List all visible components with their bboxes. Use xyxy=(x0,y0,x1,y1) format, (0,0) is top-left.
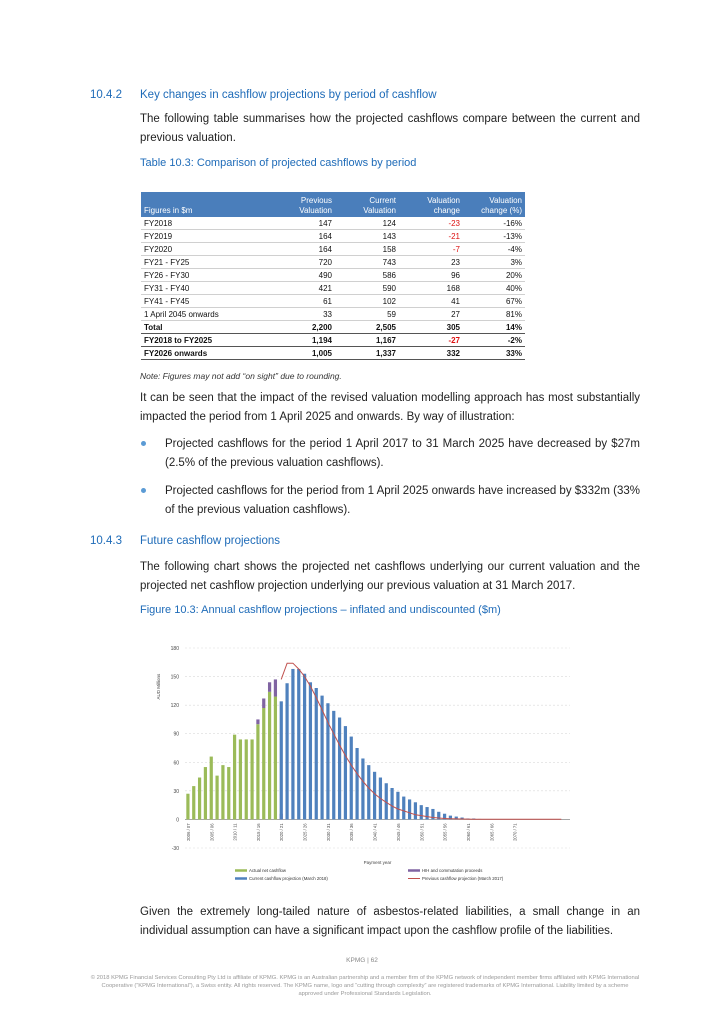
table-row xyxy=(141,256,525,269)
bar xyxy=(297,669,300,819)
y-tick-label: 0 xyxy=(176,817,179,824)
x-tick-label: 2040 / 41 xyxy=(372,823,378,841)
x-tick-label: 2035 / 36 xyxy=(349,823,355,841)
bar xyxy=(402,797,405,820)
y-tick-label: 60 xyxy=(173,760,179,767)
section-title-10-4-3: Future cashflow projections xyxy=(140,535,280,547)
bullet-text: Projected cashflows for the period from 1 April 2025 onwards have increased by $332m (33% of the previous valuation cashflows). xyxy=(165,485,640,516)
x-tick-label: 2025 / 26 xyxy=(302,823,308,841)
cell-pct: -16% xyxy=(463,217,525,230)
table-row xyxy=(141,295,525,308)
legal-footer: © 2018 KPMG Financial Services Consulting Pty Ltd is affiliate of KPMG. KPMG is an Australian partnership and a member firm of the KPMG network of independent member firms affiliated with KPMG International Cooperative (“KPMG International”), a Swiss entity. All rights reserved. The KPMG name, logo and “cutting through complexity” are registered trademarks of KPMG International. Liability limited by a scheme approved under Professional Standards Legislation. xyxy=(90,975,640,997)
bar xyxy=(338,718,341,820)
section-number-10-4-2: 10.4.2 xyxy=(90,89,122,101)
bar xyxy=(320,696,323,820)
bullet-item-2 xyxy=(140,482,640,520)
analysis-paragraph: It can be seen that the impact of the revised valuation modelling approach has most substantially impacted the period from 1 April 2025 and onwards. By way of illustration: xyxy=(140,392,640,423)
header-change-pct: Valuation change (%) xyxy=(463,192,525,217)
table-caption: Table 10.3: Comparison of projected cashflows by period xyxy=(140,157,417,169)
cashflow-chart-svg xyxy=(140,640,580,890)
bar xyxy=(227,767,230,819)
bar xyxy=(303,674,306,820)
cell-pct: 14% xyxy=(463,321,525,334)
bar xyxy=(268,692,271,820)
bar xyxy=(221,765,224,819)
page-number: KPMG | 62 xyxy=(346,957,378,964)
x-tick-label: 2055 / 56 xyxy=(442,823,448,841)
y-axis-label: AUD Millions xyxy=(156,673,161,700)
bar xyxy=(215,776,218,820)
cell-curr: 124 xyxy=(335,217,399,230)
y-tick-label: 120 xyxy=(170,703,179,710)
cell-curr: 158 xyxy=(335,243,399,256)
bar xyxy=(408,799,411,819)
cell-change: 305 xyxy=(399,321,463,334)
cell-label: FY31 - FY40 xyxy=(141,282,271,295)
bar xyxy=(268,682,271,692)
cell-curr: 743 xyxy=(335,256,399,269)
cell-label: FY2018 xyxy=(141,217,271,230)
cell-change: 168 xyxy=(399,282,463,295)
cell-prev: 147 xyxy=(271,217,335,230)
cell-prev: 1,194 xyxy=(271,334,335,347)
x-tick-label: 2045 / 46 xyxy=(395,823,401,841)
bar xyxy=(344,726,347,819)
bar xyxy=(262,698,265,708)
cell-label: Total xyxy=(141,321,271,334)
cell-prev: 490 xyxy=(271,269,335,282)
x-axis-label: Payment year xyxy=(363,860,392,865)
bar xyxy=(315,688,318,819)
cell-change: 41 xyxy=(399,295,463,308)
cell-label: FY2026 onwards xyxy=(141,347,271,360)
bar xyxy=(233,735,236,820)
header-figures: Figures in $m xyxy=(141,192,271,217)
cell-prev: 33 xyxy=(271,308,335,321)
table-note: Note: Figures may not add “on sight” due to rounding. xyxy=(140,371,342,381)
cell-pct: 20% xyxy=(463,269,525,282)
x-tick-label: 2005 / 06 xyxy=(209,823,215,841)
bullet-dot-icon xyxy=(141,488,146,493)
table-row xyxy=(141,269,525,282)
cell-pct: 67% xyxy=(463,295,525,308)
bar xyxy=(274,697,277,820)
cell-change: -27 xyxy=(399,334,463,347)
table-row xyxy=(141,243,525,256)
cell-prev: 61 xyxy=(271,295,335,308)
cell-curr: 59 xyxy=(335,308,399,321)
cell-prev: 2,200 xyxy=(271,321,335,334)
bar xyxy=(239,739,242,819)
cell-change: 96 xyxy=(399,269,463,282)
cell-curr: 590 xyxy=(335,282,399,295)
bar xyxy=(250,739,253,819)
x-tick-label: 2020 / 21 xyxy=(279,823,285,841)
cell-pct: 3% xyxy=(463,256,525,269)
y-tick-label: 90 xyxy=(173,731,179,738)
cell-change: 27 xyxy=(399,308,463,321)
y-tick-label: 180 xyxy=(170,646,179,652)
section-title-10-4-2: Key changes in cashflow projections by period of cashflow xyxy=(140,89,437,101)
cell-curr: 102 xyxy=(335,295,399,308)
bar xyxy=(198,778,201,820)
bar xyxy=(373,772,376,820)
bar xyxy=(192,786,195,819)
table-total-row xyxy=(141,321,525,334)
x-tick-label: 2070 / 71 xyxy=(512,823,518,841)
cell-label: FY2020 xyxy=(141,243,271,256)
cell-curr: 143 xyxy=(335,230,399,243)
legend-label: Current cashflow projection (March 2018) xyxy=(249,876,328,881)
bar xyxy=(280,701,283,819)
section-10-4-2-intro: The following table summarises how the projected cashflows compare between the current and previous valuation. xyxy=(140,113,640,144)
table-row xyxy=(141,308,525,321)
cell-prev: 164 xyxy=(271,230,335,243)
cell-prev: 421 xyxy=(271,282,335,295)
figure-caption: Figure 10.3: Annual cashflow projections – inflated and undiscounted ($m) xyxy=(140,604,501,616)
bar xyxy=(262,708,265,819)
legend-label: Actual net cashflow xyxy=(249,868,287,873)
bar xyxy=(361,758,364,819)
header-previous: Previous Valuation xyxy=(271,192,335,217)
bullet-dot-icon xyxy=(141,441,146,446)
header-change: Valuation change xyxy=(399,192,463,217)
y-tick-label: -30 xyxy=(171,846,179,852)
cell-pct: 81% xyxy=(463,308,525,321)
cell-change: -23 xyxy=(399,217,463,230)
table-row xyxy=(141,230,525,243)
cell-label: FY26 - FY30 xyxy=(141,269,271,282)
table-total-row xyxy=(141,334,525,347)
x-tick-label: 2030 / 31 xyxy=(325,823,331,841)
cell-change: -21 xyxy=(399,230,463,243)
cell-pct: -4% xyxy=(463,243,525,256)
closing-paragraph: Given the extremely long-tailed nature of asbestos-related liabilities, a small change in an individual assumption can have a significant impact upon the cashflow profile of the liabilities. xyxy=(140,906,640,937)
bar xyxy=(186,794,189,820)
cell-curr: 2,505 xyxy=(335,321,399,334)
header-current: Current Valuation xyxy=(335,192,399,217)
bar xyxy=(414,802,417,819)
bar xyxy=(367,765,370,819)
bar xyxy=(285,683,288,819)
cell-pct: 40% xyxy=(463,282,525,295)
y-tick-label: 150 xyxy=(170,674,179,681)
bar xyxy=(332,711,335,820)
x-tick-label: 2060 / 61 xyxy=(465,823,471,841)
bar xyxy=(396,792,399,820)
bar xyxy=(204,767,207,819)
cell-curr: 1,167 xyxy=(335,334,399,347)
cell-label: 1 April 2045 onwards xyxy=(141,308,271,321)
cell-pct: 33% xyxy=(463,347,525,360)
bar xyxy=(350,737,353,820)
cashflow-chart xyxy=(140,640,580,890)
cell-change: 332 xyxy=(399,347,463,360)
cell-curr: 586 xyxy=(335,269,399,282)
x-tick-label: 2050 / 51 xyxy=(419,823,425,841)
bullet-item-1 xyxy=(140,435,640,473)
cell-prev: 164 xyxy=(271,243,335,256)
table-row xyxy=(141,282,525,295)
cell-change: 23 xyxy=(399,256,463,269)
bar xyxy=(256,724,259,819)
x-tick-label: 2065 / 66 xyxy=(489,823,495,841)
bar xyxy=(355,748,358,819)
bar xyxy=(425,807,428,819)
cell-prev: 720 xyxy=(271,256,335,269)
section-10-4-3-intro: The following chart shows the projected net cashflows underlying our current valuation and the projected net cashflow projection underlying our previous valuation at 31 March 2017. xyxy=(140,561,640,592)
cell-prev: 1,005 xyxy=(271,347,335,360)
table-header-row xyxy=(141,192,525,217)
cell-curr: 1,337 xyxy=(335,347,399,360)
x-tick-label: 2015 / 16 xyxy=(255,823,261,841)
table-total-row xyxy=(141,347,525,360)
cell-change: -7 xyxy=(399,243,463,256)
bar xyxy=(309,682,312,819)
cell-pct: -13% xyxy=(463,230,525,243)
x-tick-label: 2010 / 11 xyxy=(232,823,238,841)
x-tick-label: 2006 / 07 xyxy=(185,823,191,841)
cell-label: FY2019 xyxy=(141,230,271,243)
section-number-10-4-3: 10.4.3 xyxy=(90,535,122,547)
cell-label: FY2018 to FY2025 xyxy=(141,334,271,347)
cell-label: FY41 - FY45 xyxy=(141,295,271,308)
bar xyxy=(245,739,248,819)
legend-label: HIH and commutation proceeds xyxy=(422,868,483,873)
bar xyxy=(274,679,277,696)
legend-label: Previous cashflow projection (March 2017) xyxy=(422,876,504,881)
cell-label: FY21 - FY25 xyxy=(141,256,271,269)
bar xyxy=(210,757,213,820)
table-row xyxy=(141,217,525,230)
y-tick-label: 30 xyxy=(173,788,179,795)
bar xyxy=(291,669,294,819)
bar xyxy=(390,788,393,819)
bar xyxy=(420,805,423,819)
cell-pct: -2% xyxy=(463,334,525,347)
bullet-text: Projected cashflows for the period 1 April 2017 to 31 March 2025 have decreased by $27m (2.5% of the previous valuation cashflows). xyxy=(165,438,640,469)
cashflow-comparison-table xyxy=(141,192,525,360)
bar xyxy=(256,719,259,724)
